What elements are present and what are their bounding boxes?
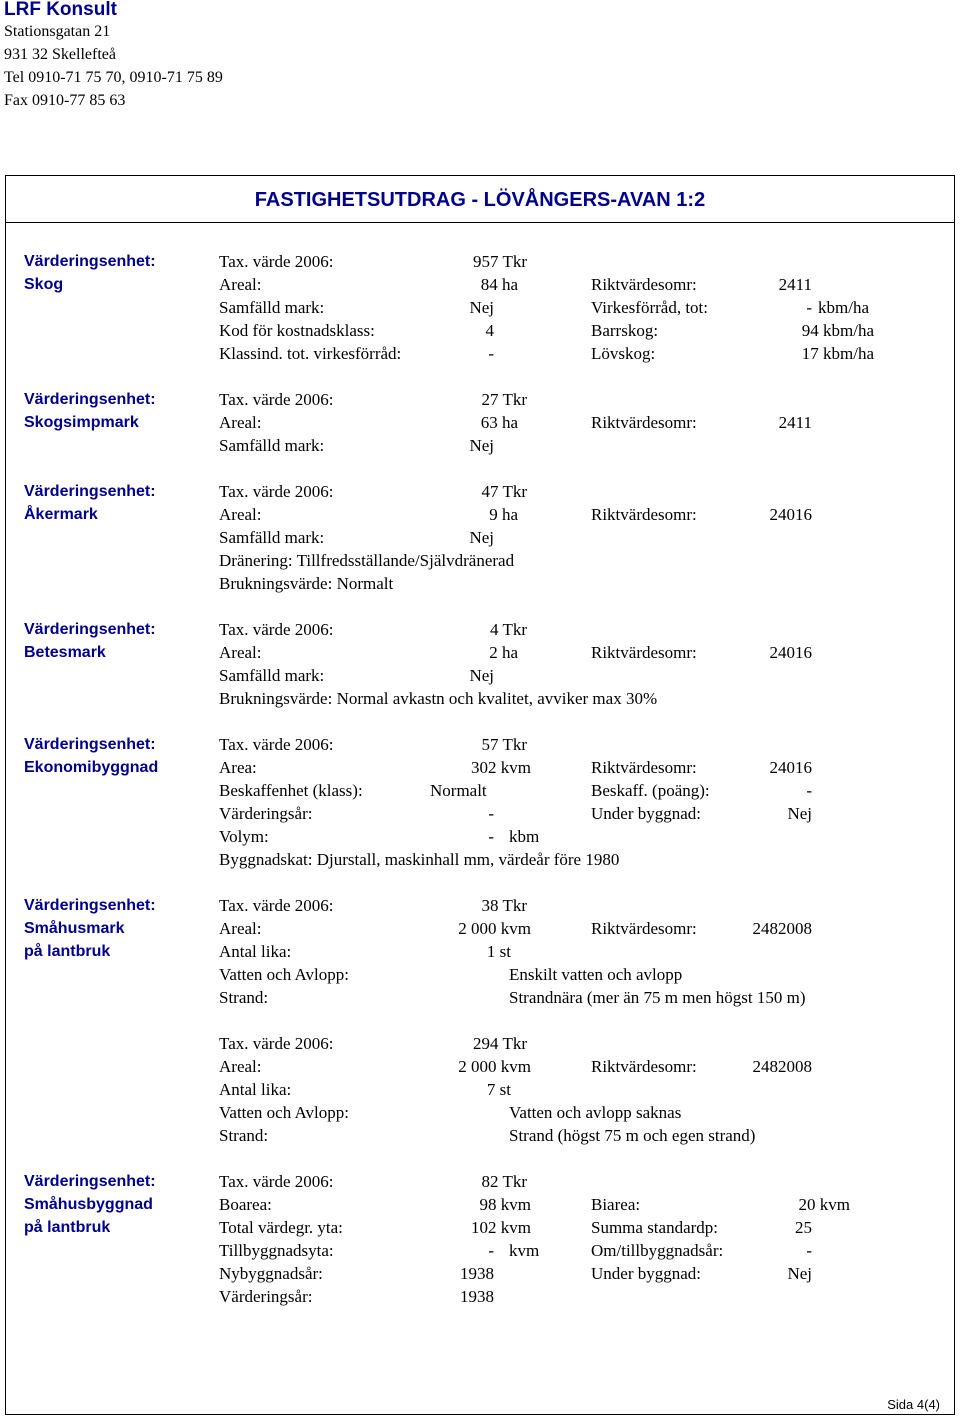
company-name: LRF Konsult	[4, 0, 117, 20]
strand-label: Strand:	[219, 1126, 269, 1145]
kat-text: Byggnadskat: Djurstall, maskinhall mm, värdeår före 1980	[219, 850, 620, 869]
tax-value: 294 Tkr	[473, 1034, 527, 1053]
volym-label: Volym:	[219, 827, 269, 846]
biarea-value: 20 kvm	[798, 1195, 850, 1214]
var-label: Värderingsår:	[219, 1287, 313, 1306]
strand-value: Strandnära (mer än 75 m men högst 150 m)	[509, 988, 806, 1007]
samf-value: Nej	[469, 298, 494, 317]
rv-value: 24016	[769, 758, 812, 777]
antal-value: 7 st	[486, 1080, 511, 1099]
ve-name: Skog	[24, 276, 64, 293]
var-value: 1938	[460, 1287, 494, 1306]
tax-label: Tax. värde 2006:	[219, 735, 334, 754]
rv-value: 2411	[778, 413, 812, 432]
rv-label: Riktvärdesomr:	[591, 919, 697, 938]
tillb-unit: kvm	[509, 1241, 540, 1260]
ve-label: Värderingsenhet:	[24, 621, 156, 638]
var-label: Värderingsår:	[219, 804, 313, 823]
rv-label: Riktvärdesomr:	[591, 758, 697, 777]
virke-label: Virkesförråd, tot:	[591, 298, 708, 317]
tax-value: 38 Tkr	[481, 896, 527, 915]
summa-label: Summa standardp:	[591, 1218, 719, 1237]
ve-label: Värderingsenhet:	[24, 483, 156, 500]
ve-label: Värderingsenhet:	[24, 391, 156, 408]
bruk-text: Brukningsvärde: Normal avkastn och kvalitet, avviker max 30%	[219, 689, 658, 708]
tax-label: Tax. värde 2006:	[219, 620, 334, 639]
va-label: Vatten och Avlopp:	[219, 1103, 349, 1122]
klass-label: Klassind. tot. virkesförråd:	[219, 344, 402, 363]
ve-name-2: på lantbruk	[24, 943, 111, 960]
volym-value: -	[488, 827, 494, 846]
rv-value: 2411	[778, 275, 812, 294]
ve-label: Värderingsenhet:	[24, 897, 156, 914]
va-value: Enskilt vatten och avlopp	[509, 965, 683, 984]
areal-value: 2 ha	[489, 643, 518, 662]
antal-label: Antal lika:	[219, 942, 292, 961]
lov-value: 17 kbm/ha	[801, 344, 874, 363]
kod-label: Kod för kostnadsklass:	[219, 321, 375, 340]
areal-value: 63 ha	[480, 413, 518, 432]
bruk-text: Brukningsvärde: Normalt	[219, 574, 394, 593]
tax-label: Tax. värde 2006:	[219, 252, 334, 271]
rv-value: 24016	[769, 643, 812, 662]
rv-label: Riktvärdesomr:	[591, 505, 697, 524]
tax-value: 4 Tkr	[490, 620, 527, 639]
besk-value: Normalt	[430, 781, 487, 800]
beskp-label: Beskaff. (poäng):	[591, 781, 710, 800]
biarea-label: Biarea:	[591, 1195, 641, 1214]
page-title: FASTIGHETSUTDRAG - LÖVÅNGERS-AVAN 1:2	[254, 189, 706, 211]
barr-value: 94 kbm/ha	[801, 321, 874, 340]
nybygg-label: Nybyggnadsår:	[219, 1264, 323, 1283]
tax-label: Tax. värde 2006:	[219, 1034, 334, 1053]
nybygg-value: 1938	[460, 1264, 494, 1283]
areal-label: Areal:	[219, 919, 262, 938]
ve-name: Ekonomibyggnad	[24, 759, 159, 776]
barr-label: Barrskog:	[591, 321, 659, 340]
samf-label: Samfälld mark:	[219, 298, 325, 317]
company-tel: Tel 0910-71 75 70, 0910-71 75 89	[4, 69, 223, 86]
ve-name-2: på lantbruk	[24, 1219, 111, 1236]
antal-value: 1 st	[486, 942, 511, 961]
klass-value: -	[488, 344, 494, 363]
areal-label: Areal:	[219, 1057, 262, 1076]
va-value: Vatten och avlopp saknas	[509, 1103, 682, 1122]
var-value: -	[488, 804, 494, 823]
va-label: Vatten och Avlopp:	[219, 965, 349, 984]
tax-label: Tax. värde 2006:	[219, 482, 334, 501]
page-number: Sida 4(4)	[887, 1397, 940, 1412]
samf-value: Nej	[469, 436, 494, 455]
tillb-value: -	[488, 1241, 494, 1260]
ve-name: Betesmark	[24, 644, 106, 661]
rv-value: 2482008	[752, 919, 812, 938]
tax-value: 957 Tkr	[473, 252, 527, 271]
ve-name: Åkermark	[24, 506, 98, 523]
tax-label: Tax. värde 2006:	[219, 390, 334, 409]
rv-value: 2482008	[752, 1057, 812, 1076]
samf-value: Nej	[469, 666, 494, 685]
company-street: Stationsgatan 21	[4, 23, 111, 40]
omtill-label: Om/tillbyggnadsår:	[591, 1241, 724, 1260]
tax-value: 47 Tkr	[481, 482, 527, 501]
antal-label: Antal lika:	[219, 1080, 292, 1099]
beskp-value: -	[806, 781, 812, 800]
area-label: Area:	[219, 758, 257, 777]
under-value: Nej	[787, 804, 812, 823]
omtill-value: -	[806, 1241, 812, 1260]
rv-label: Riktvärdesomr:	[591, 413, 697, 432]
ve-label: Värderingsenhet:	[24, 736, 156, 753]
under-label: Under byggnad:	[591, 804, 702, 823]
volym-unit: kbm	[509, 827, 540, 846]
areal-label: Areal:	[219, 643, 262, 662]
company-postal: 931 32 Skellefteå	[4, 46, 116, 63]
areal-label: Areal:	[219, 413, 262, 432]
tax-value: 27 Tkr	[481, 390, 527, 409]
boarea-label: Boarea:	[219, 1195, 272, 1214]
areal-value: 84 ha	[480, 275, 518, 294]
ve-name: Småhusbyggnad	[24, 1196, 153, 1213]
boarea-value: 98 kvm	[479, 1195, 531, 1214]
under-value: Nej	[787, 1264, 812, 1283]
rv-label: Riktvärdesomr:	[591, 275, 697, 294]
tax-label: Tax. värde 2006:	[219, 1172, 334, 1191]
total-value: 102 kvm	[471, 1218, 531, 1237]
tax-value: 57 Tkr	[481, 735, 527, 754]
samf-label: Samfälld mark:	[219, 436, 325, 455]
virke-unit: kbm/ha	[818, 298, 869, 317]
kod-value: 4	[485, 321, 494, 340]
rv-label: Riktvärdesomr:	[591, 1057, 697, 1076]
virke-value: -	[806, 298, 812, 317]
besk-label: Beskaffenhet (klass):	[219, 781, 363, 800]
tillb-label: Tillbyggnadsyta:	[219, 1241, 334, 1260]
company-fax: Fax 0910-77 85 63	[4, 92, 126, 109]
ve-name: Småhusmark	[24, 920, 125, 937]
areal-value: 2 000 kvm	[458, 919, 531, 938]
areal-label: Areal:	[219, 275, 262, 294]
rv-label: Riktvärdesomr:	[591, 643, 697, 662]
samf-label: Samfälld mark:	[219, 666, 325, 685]
ve-label: Värderingsenhet:	[24, 1173, 156, 1190]
tax-label: Tax. värde 2006:	[219, 896, 334, 915]
areal-value: 2 000 kvm	[458, 1057, 531, 1076]
ve-name: Skogsimpmark	[24, 414, 139, 431]
areal-label: Areal:	[219, 505, 262, 524]
strand-value: Strand (högst 75 m och egen strand)	[509, 1126, 756, 1145]
summa-value: 25	[795, 1218, 812, 1237]
dranering-text: Dränering: Tillfredsställande/Självdränerad	[219, 551, 515, 570]
samf-value: Nej	[469, 528, 494, 547]
strand-label: Strand:	[219, 988, 269, 1007]
area-value: 302 kvm	[471, 758, 531, 777]
under-label: Under byggnad:	[591, 1264, 702, 1283]
rv-value: 24016	[769, 505, 812, 524]
samf-label: Samfälld mark:	[219, 528, 325, 547]
tax-value: 82 Tkr	[481, 1172, 527, 1191]
total-label: Total värdegr. yta:	[219, 1218, 343, 1237]
ve-label: Värderingsenhet:	[24, 253, 156, 270]
lov-label: Lövskog:	[591, 344, 656, 363]
areal-value: 9 ha	[489, 505, 518, 524]
